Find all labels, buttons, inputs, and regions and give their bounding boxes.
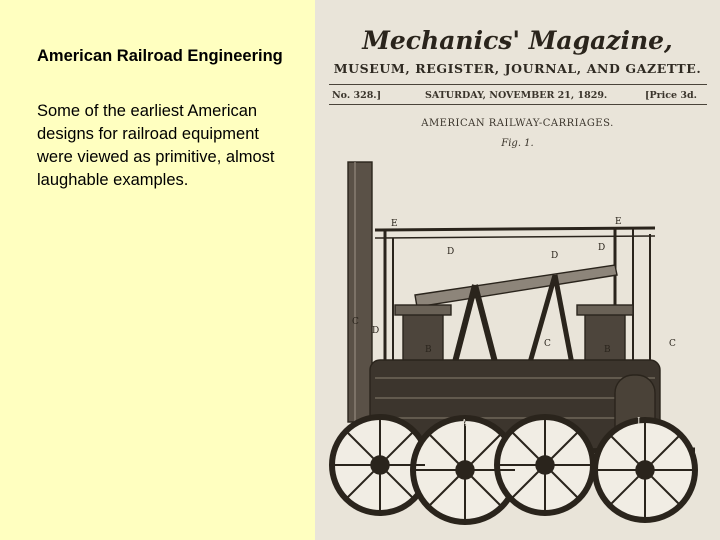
part-label: E: [615, 217, 622, 227]
locomotive-engraving: [315, 150, 720, 540]
slide-body: Some of the earliest American designs for railroad equipment were viewed as primitive, almost laughable examples.: [37, 102, 275, 189]
part-label: D: [598, 243, 606, 253]
masthead-subtitle: MUSEUM, REGISTER, JOURNAL, AND GAZETTE.: [333, 61, 702, 76]
issue-number: No. 328.]: [332, 90, 382, 101]
text-panel: [0, 0, 315, 540]
part-label: B: [604, 345, 611, 355]
part-label: C: [352, 317, 359, 327]
part-label: I: [637, 417, 641, 427]
issue-price: [Price 3d.: [645, 90, 697, 101]
rule-bottom: [329, 104, 707, 105]
part-label: C: [669, 339, 676, 349]
slide-title: American Railroad Engineering: [37, 47, 283, 65]
magazine-plate-image: [315, 0, 720, 540]
rule-top: [329, 84, 707, 85]
part-label: B: [425, 345, 432, 355]
part-label: D: [372, 326, 380, 336]
figure-number: Fig. 1.: [501, 138, 534, 149]
part-label: D: [551, 251, 559, 261]
part-label: D: [447, 247, 455, 257]
part-label: A: [461, 419, 468, 429]
figure-caption: AMERICAN RAILWAY-CARRIAGES.: [421, 118, 614, 129]
part-label: E: [391, 219, 398, 229]
masthead: Mechanics' Magazine,: [362, 26, 673, 55]
issue-date: SATURDAY, NOVEMBER 21, 1829.: [425, 90, 608, 101]
part-label: C: [544, 339, 551, 349]
